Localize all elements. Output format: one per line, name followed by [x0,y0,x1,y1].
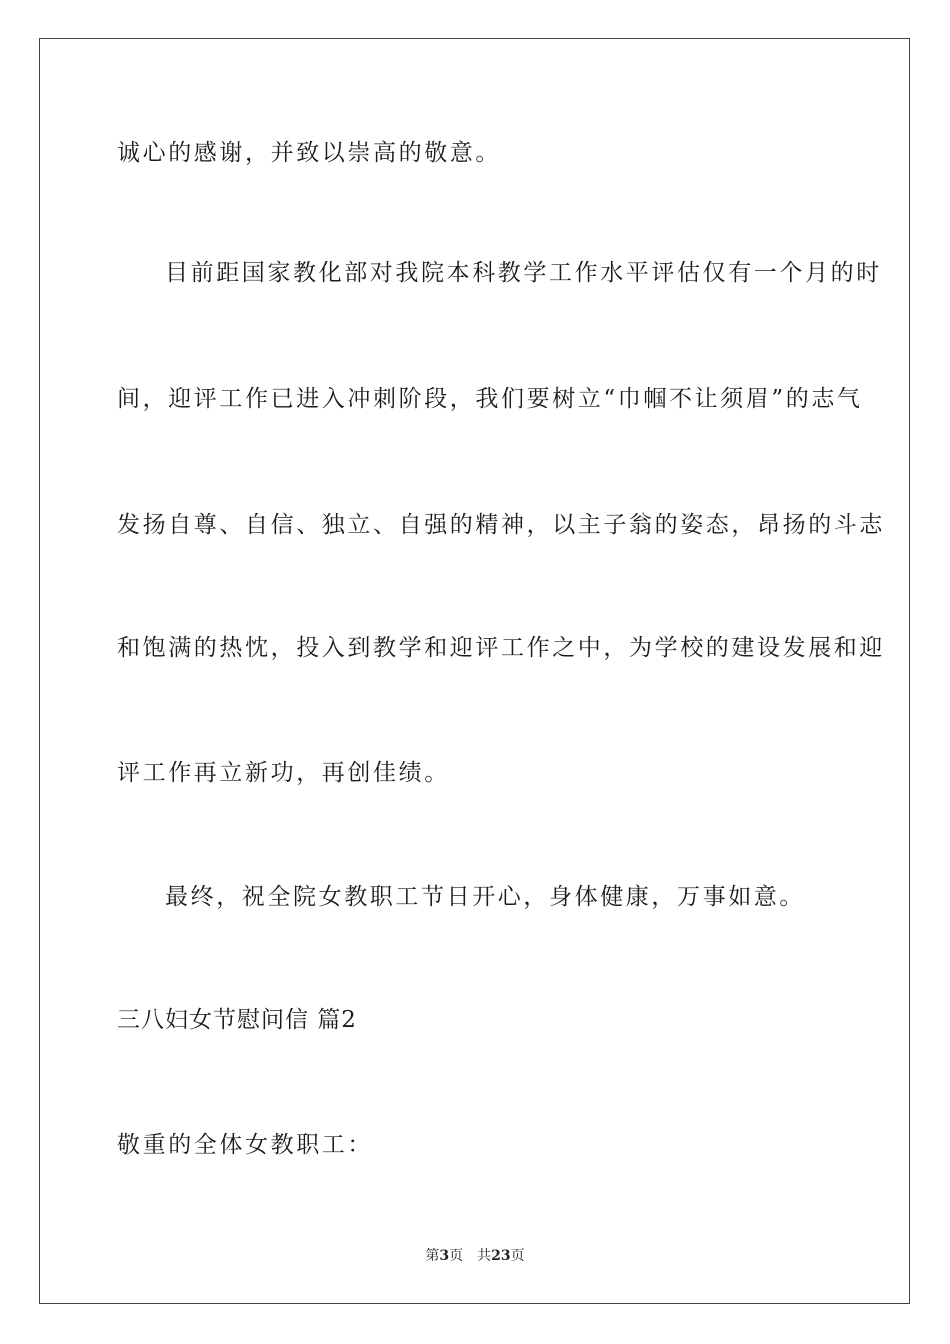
salutation: 敬重的全体女教职工： [117,1132,373,1158]
paragraph-line: 和饱满的热忱，投入到教学和迎评工作之中，为学校的建设发展和迎 [117,635,885,661]
paragraph-line: 最终，祝全院女教职工节日开心，身体健康，万事如意。 [165,884,805,910]
footer-page-number: 3 [439,1248,450,1264]
page-footer [0,1246,950,1266]
footer-total-unit: 页 [510,1248,525,1264]
paragraph-line: 发扬自尊、自信、独立、自强的精神，以主子翁的姿态，昂扬的斗志 [117,512,885,538]
paragraph-line: 诚心的感谢，并致以崇高的敬意。 [117,140,501,166]
footer-page-unit: 页 [449,1248,464,1264]
section-heading: 三八妇女节慰问信 篇2 [117,1007,357,1033]
footer-prefix: 第 [425,1248,440,1264]
paragraph-line: 目前距国家教化部对我院本科教学工作水平评估仅有一个月的时 [165,260,882,286]
paragraph-line: 间，迎评工作已进入冲刺阶段，我们要树立“巾帼不让须眉”的志气 [117,386,863,412]
page-border [39,38,910,1304]
paragraph-line: 评工作再立新功，再创佳绩。 [117,760,450,786]
footer-total-prefix: 共 [477,1248,492,1264]
footer-total-pages: 23 [491,1248,511,1264]
